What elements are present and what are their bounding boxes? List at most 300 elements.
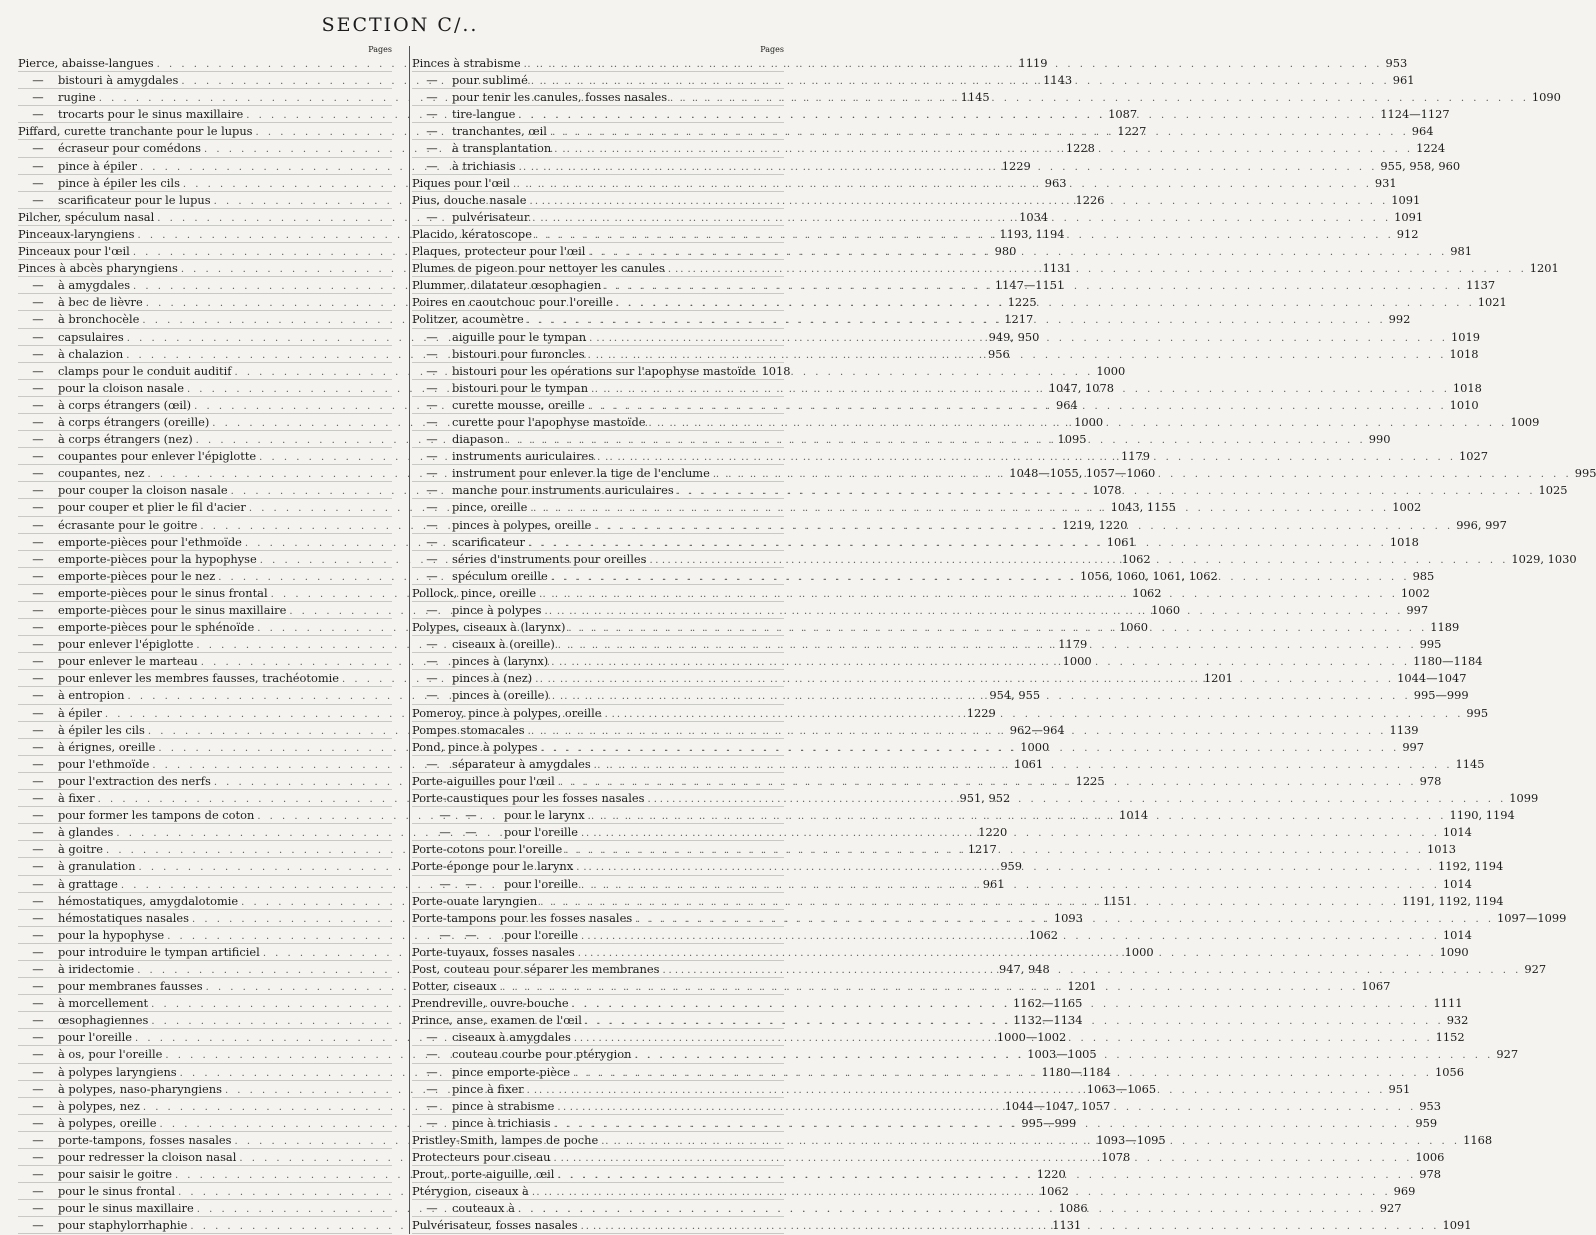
entry-pages: 1095 — [1057, 432, 1087, 447]
entry-term: pour l'oreille — [504, 927, 579, 942]
entry-term: curette pour l'apophyse mastoïde — [452, 414, 646, 429]
entry-term: à fixer — [58, 791, 95, 806]
entry-term: couteau courbe pour ptérygion — [452, 1047, 632, 1062]
entry-term: Pompes stomacales — [412, 722, 525, 737]
ditto-dash: — — [426, 671, 438, 686]
entry-pages: 949, 950 — [988, 329, 1040, 344]
entry-term: à épiler — [58, 705, 102, 720]
entry-pages: 1201 — [1529, 261, 1559, 276]
dot-leader — [573, 1066, 1432, 1082]
ditto-dash: — — [32, 910, 44, 925]
ditto-dash: — — [32, 996, 44, 1011]
dot-leader — [527, 1083, 1386, 1099]
entry-term: pour l'ethmoïde — [58, 756, 150, 771]
dot-leader — [650, 553, 1509, 569]
entry-pages: 978 — [1419, 1167, 1441, 1182]
entry-term: pour enlever l'épiglotte — [58, 637, 194, 652]
dot-leader — [677, 484, 1536, 500]
entry-term: pour saisir le goitre — [58, 1167, 172, 1182]
entry-term: scarificateur pour le lupus — [58, 192, 211, 207]
entry-pages: 951, 952 — [959, 791, 1011, 806]
entry-term: Pinceaux pour l'œil — [18, 244, 130, 259]
dot-leader — [647, 792, 1506, 808]
entry-pages: 954, 955 — [989, 688, 1041, 703]
entry-pages: 1099 — [1509, 791, 1539, 806]
dot-leader — [576, 860, 1435, 876]
dot-leader — [649, 416, 1508, 432]
entry-term: Placido, kératoscope — [412, 226, 532, 241]
ditto-dash: — — [426, 329, 438, 344]
ditto-dash: — — [32, 1030, 44, 1045]
entry-term: écrasante pour le goitre — [58, 517, 198, 532]
ditto-dash: — — [32, 705, 44, 720]
dot-leader — [616, 296, 1475, 312]
ditto-dash: — — [32, 585, 44, 600]
entry-pages: 997 — [1402, 739, 1425, 754]
entry-term: emporte-pièces pour l'ethmoïde — [58, 534, 242, 549]
entry-pages: 1078 — [1101, 1150, 1131, 1164]
ditto-dash: — — [426, 90, 438, 105]
dot-leader — [535, 228, 1394, 244]
ditto-dash: — — [32, 175, 44, 190]
ditto-dash: — — [426, 568, 438, 583]
dot-leader — [588, 245, 1447, 261]
ditto-dash: — — [32, 551, 44, 566]
entry-pages: 1219, 1220 — [1062, 517, 1128, 532]
entry-term: Porte-éponge pour le larynx — [412, 859, 574, 874]
entry-term: ciseaux à amygdales — [452, 1030, 571, 1045]
entry-pages: 1091 — [1391, 192, 1421, 207]
entry-term: Plumes de pigeon pour nettoyer les canules — [412, 261, 665, 276]
ditto-dash: — — [32, 449, 44, 464]
dot-leader — [581, 826, 1440, 842]
ditto-dash: — — [426, 73, 438, 88]
entry-pages: 964 — [1055, 397, 1078, 412]
entry-term: diapason — [452, 432, 504, 447]
entry-term: à transplantation — [452, 141, 552, 156]
ditto-dash: — — [32, 346, 44, 361]
entry-term: à chalazion — [58, 346, 124, 361]
entry-pages: 1047, 1078 — [1048, 380, 1114, 395]
ditto-dash: — — [32, 893, 44, 908]
pages-header: Pages — [760, 45, 784, 54]
dot-leader — [581, 1219, 1440, 1235]
entry-pages: 1087 — [1108, 107, 1138, 122]
entry-pages: 1131 — [1052, 1218, 1082, 1233]
ditto-dash: — — [426, 209, 438, 224]
dot-leader — [604, 279, 1463, 295]
entry-pages: 980 — [994, 244, 1017, 259]
entry-term: Potter, ciseaux — [412, 979, 497, 994]
entry-pages: 1225 — [1007, 295, 1037, 310]
entry-pages: 963 — [1044, 175, 1067, 190]
dot-leader — [528, 536, 1387, 552]
dot-leader — [568, 621, 1427, 637]
entry-pages: 1131 — [1042, 261, 1072, 276]
ditto-dash: — — [32, 927, 44, 942]
dot-leader — [518, 1202, 1377, 1218]
ditto-dash: — — [32, 688, 44, 703]
entry-pages: 1229 — [1001, 158, 1031, 173]
entry-pages: 1180—1184 — [1413, 654, 1483, 669]
dot-leader — [668, 262, 1527, 278]
dot-leader — [554, 142, 1413, 158]
entry-term: pinces à (nez) — [452, 671, 533, 686]
entry-term: Piffard, curette tranchante pour le lupus — [18, 124, 253, 139]
entry-pages: 953 — [1419, 1098, 1441, 1113]
entry-pages: 961 — [982, 876, 1005, 891]
ditto-dash: — — [32, 808, 44, 823]
dot-leader — [597, 450, 1456, 466]
ditto-dash: — — [32, 329, 44, 344]
entry-pages: 961 — [1392, 73, 1415, 88]
entry-pages: 1091 — [1442, 1218, 1472, 1233]
dot-leader — [554, 1117, 1413, 1133]
entry-pages: 1027 — [1459, 449, 1488, 464]
entry-pages: 1086 — [1058, 1201, 1088, 1216]
dot-leader — [588, 809, 1447, 825]
entry-pages: 1097—1099 — [1497, 910, 1567, 925]
entry-pages: 1217 — [967, 842, 997, 857]
dot-leader — [581, 878, 1440, 894]
dot-leader — [528, 724, 1387, 740]
ditto-dash: — — [32, 876, 44, 891]
entry-pages: 955, 958, 960 — [1380, 158, 1461, 173]
entry-term: instruments auriculaires — [452, 449, 595, 464]
dot-leader — [589, 331, 1448, 347]
entry-pages: 1190, 1194 — [1449, 808, 1515, 823]
entry-term: pour sublimé — [452, 73, 528, 88]
dot-leader — [540, 741, 1399, 757]
entry-term: pour tenir les canules, fosses nasales — [452, 90, 668, 105]
entry-pages: 1002 — [1392, 500, 1422, 515]
entry-pages: 1145 — [960, 90, 990, 105]
ditto-dash: — — [426, 756, 438, 771]
entry-term: Pius, douche nasale — [412, 192, 527, 207]
entry-term: capsulaires — [58, 329, 124, 344]
entry-pages: 1191, 1192, 1194 — [1402, 893, 1504, 908]
entry-pages: 1009 — [1510, 414, 1540, 429]
entry-term: pour former les tampons de coton — [58, 808, 255, 823]
entry-pages: 1003—1005 — [1027, 1047, 1097, 1062]
dot-leader — [535, 672, 1394, 688]
entry-term: trocarts pour le sinus maxillaire — [58, 107, 244, 122]
entry-term: pour l'oreille — [504, 876, 579, 891]
entry-term: séparateur à amygdales — [452, 756, 591, 771]
entry-term: à granulation — [58, 859, 136, 874]
ditto-dash: — — [426, 500, 438, 515]
entry-pages: 1137 — [1466, 278, 1496, 293]
entry-pages: 1093 — [1053, 910, 1083, 925]
entry-pages: 1224 — [1416, 141, 1446, 156]
entry-pages: 1119 — [1018, 56, 1048, 70]
entry-pages: 1145 — [1455, 756, 1485, 771]
entry-pages: 1014 — [1442, 825, 1472, 840]
entry-pages: 1063—1065 — [1086, 1081, 1157, 1096]
entry-pages: 995 — [1466, 705, 1489, 720]
entry-term: pour la cloison nasale — [58, 380, 184, 395]
entry-pages: 1056, 1060, 1061, 1062 — [1080, 568, 1218, 583]
ditto-dash: — — [32, 1201, 44, 1216]
ditto-dash: — — [32, 1081, 44, 1096]
entry-pages: 1000 — [1096, 363, 1126, 378]
entry-term: Piques pour l'œil — [412, 175, 511, 190]
entry-pages: 1018 — [1389, 534, 1419, 549]
entry-term: emporte-pièces pour le sinus frontal — [58, 585, 268, 600]
entry-pages: 978 — [1419, 773, 1442, 788]
entry-term: pour staphylorrhaphie — [58, 1218, 188, 1233]
ditto-dash: — — [426, 414, 438, 429]
entry-term: couteaux à — [452, 1201, 515, 1216]
entry-term: pour le sinus frontal — [58, 1184, 176, 1199]
ditto-dash: — — [426, 1081, 438, 1096]
dot-leader — [545, 604, 1404, 620]
ditto-dash: — — [32, 620, 44, 635]
entry-pages: 1162—1165 — [1012, 996, 1083, 1011]
ditto-dash: — — — [439, 927, 477, 942]
entry-pages: 1226 — [1075, 192, 1105, 207]
entry-term: emporte-pièces pour le sinus maxillaire — [58, 603, 287, 617]
entry-term: pour la hypophyse — [58, 927, 165, 942]
entry-term: œsophagiennes — [58, 1013, 149, 1028]
ditto-dash: — — [32, 397, 44, 412]
entry-pages: 990 — [1368, 432, 1391, 447]
entry-pages: 1143 — [1043, 73, 1073, 88]
entry-pages: 995—999 — [1413, 688, 1469, 703]
entry-term: hémostatiques nasales — [58, 910, 189, 925]
ditto-dash: — — — [439, 876, 477, 891]
ditto-dash: — — [32, 1150, 44, 1164]
entry-term: à bec de lièvre — [58, 295, 143, 310]
dot-leader — [594, 519, 1453, 535]
entry-term: pince emporte-pièce — [452, 1064, 571, 1079]
entry-term: pince, oreille — [452, 500, 528, 515]
entry-term: emporte-pièces pour la hypophyse — [58, 551, 257, 566]
dot-leader — [551, 570, 1410, 586]
entry-term: Polypes, ciseaux à (larynx) — [412, 620, 566, 635]
dot-leader — [532, 211, 1391, 227]
entry-pages: 1132—1134 — [1013, 1013, 1083, 1028]
entry-pages: 1179 — [1058, 637, 1088, 652]
entry-term: à goitre — [58, 842, 103, 857]
entry-pages: 956 — [988, 346, 1010, 361]
entry-pages: 1201 — [1067, 979, 1097, 994]
entry-pages: 1220 — [1036, 1167, 1066, 1182]
entry-term: à corps étrangers (œil) — [58, 397, 192, 412]
ditto-dash: — — [426, 466, 438, 481]
entry-term: Poires en caoutchouc pour l'oreille — [412, 295, 613, 310]
ditto-dash: — — [32, 432, 44, 447]
entry-pages: 1014 — [1442, 927, 1472, 942]
entry-pages: 1189 — [1430, 620, 1460, 635]
dot-leader — [550, 125, 1409, 141]
entry-term: à amygdales — [58, 278, 131, 293]
page-title: SECTION C/.. — [321, 14, 479, 36]
entry-term: pour enlever les membres fausses, trachéotomie — [58, 671, 340, 686]
dot-leader — [532, 1185, 1391, 1201]
entry-pages: 953 — [1385, 56, 1408, 70]
dot-leader — [594, 758, 1453, 774]
dot-leader — [591, 382, 1450, 398]
ditto-dash: — — — [439, 825, 477, 840]
entry-term: Porte-aiguilles pour l'œil — [412, 773, 555, 788]
ditto-dash: — — [32, 363, 44, 378]
entry-pages: 932 — [1446, 1013, 1469, 1028]
ditto-dash: — — [32, 1013, 44, 1028]
entry-term: emporte-pièces pour le sphénoïde — [58, 620, 255, 635]
entry-pages: 1013 — [1427, 842, 1457, 857]
entry-term: pince à strabisme — [452, 1098, 555, 1113]
entry-pages: 927 — [1524, 961, 1547, 976]
ditto-dash: — — [32, 722, 44, 737]
ditto-dash: — — [32, 739, 44, 754]
ditto-dash: — — [32, 961, 44, 976]
dot-leader — [540, 895, 1399, 911]
entry-pages: 1010 — [1449, 397, 1479, 412]
entry-term: tranchantes, œil — [452, 124, 547, 139]
ditto-dash: — — [32, 1098, 44, 1113]
entry-pages: 996, 997 — [1456, 517, 1507, 532]
entry-pages: 1000 — [1062, 654, 1092, 669]
ditto-dash: — — [426, 534, 438, 549]
ditto-dash: — — [32, 568, 44, 583]
dot-leader — [558, 638, 1417, 654]
entry-term: à morcellement — [58, 996, 149, 1011]
entry-term: clamps pour le conduit auditif — [58, 363, 232, 378]
ditto-dash: — — [32, 1115, 44, 1130]
ditto-dash: — — [32, 1064, 44, 1079]
entry-term: à polypes, nez — [58, 1098, 140, 1113]
entry-term: Pollock, pince, oreille — [412, 585, 537, 600]
ditto-dash: — — [32, 73, 44, 88]
entry-term: pour l'extraction des nerfs — [58, 773, 211, 788]
entry-pages: 1044—1047, 1057 — [1004, 1098, 1111, 1113]
entry-term: pour enlever le marteau — [58, 654, 198, 669]
entry-pages: 1067 — [1361, 979, 1391, 994]
dot-leader — [554, 1151, 1413, 1167]
entry-term: à bronchocèle — [58, 312, 140, 327]
ditto-dash: — — [32, 1132, 44, 1147]
entry-pages: 1021 — [1477, 295, 1507, 310]
entry-term: porte-tampons, fosses nasales — [58, 1132, 232, 1147]
entry-pages: 985 — [1412, 568, 1435, 583]
entry-pages: 959 — [1000, 859, 1023, 874]
entry-term: pinces à polypes, oreille — [452, 517, 592, 532]
entry-term: bistouri à amygdales — [58, 73, 179, 88]
ditto-dash: — — [426, 654, 438, 669]
entry-pages: 1229 — [966, 705, 996, 720]
entry-term: instrument pour enlever la tige de l'enclume — [452, 466, 710, 481]
ditto-dash: — — [426, 688, 438, 703]
entry-pages: 1043, 1155 — [1110, 500, 1176, 515]
entry-term: Pristley-Smith, lampes de poche — [412, 1132, 599, 1147]
entry-pages: 1201 — [1203, 671, 1233, 686]
entry-term: rugine — [58, 90, 96, 105]
dot-leader — [574, 1031, 1433, 1047]
entry-term: ciseaux à (oreille) — [452, 637, 555, 652]
entry-term: pinces à (larynx) — [452, 654, 549, 669]
entry-pages: 1061 — [1106, 534, 1136, 549]
entry-term: à polypes, naso-pharyngiens — [58, 1081, 222, 1096]
ditto-dash: — — [32, 637, 44, 652]
ditto-dash: — — [32, 603, 44, 617]
entry-pages: 1062 — [1039, 1184, 1069, 1199]
entry-term: curette mousse, oreille — [452, 397, 585, 412]
ditto-dash: — — — [439, 808, 477, 823]
entry-pages: 931 — [1374, 175, 1397, 190]
entry-pages: 1078 — [1092, 483, 1122, 498]
entry-pages: 1192, 1194 — [1438, 859, 1504, 874]
ditto-dash: — — [32, 773, 44, 788]
entry-term: à corps étrangers (oreille) — [58, 414, 210, 429]
entry-pages: 1018 — [761, 363, 791, 378]
entry-pages: 1168 — [1463, 1132, 1493, 1147]
entry-term: Pierce, abaisse-langues — [18, 56, 154, 70]
entry-pages: 1180—1184 — [1041, 1064, 1111, 1079]
entry-term: à entropion — [58, 688, 125, 703]
entry-term: pour couper la cloison nasale — [58, 483, 228, 498]
entry-pages: 951 — [1388, 1081, 1411, 1096]
ditto-dash: — — [32, 414, 44, 429]
ditto-dash: — — [426, 158, 438, 173]
dot-leader — [518, 108, 1377, 124]
entry-term: à polypes, oreille — [58, 1115, 157, 1130]
dot-leader — [557, 1168, 1416, 1184]
entry-pages: 1061 — [1014, 756, 1044, 771]
ditto-dash: — — [426, 141, 438, 156]
dot-leader — [530, 501, 1389, 517]
entry-term: à polypes laryngiens — [58, 1064, 177, 1079]
dot-leader — [713, 467, 1572, 483]
dot-leader — [588, 348, 1447, 364]
dot-leader — [500, 980, 1359, 996]
ditto-dash: — — [32, 500, 44, 515]
entry-term: pour redresser la cloison nasal — [58, 1150, 237, 1164]
entry-term: séries d'instruments pour oreilles — [452, 551, 647, 566]
ditto-dash: — — [32, 979, 44, 994]
entry-pages: 1217 — [1004, 312, 1034, 327]
entry-term: Pinces à strabisme — [412, 56, 521, 70]
dot-leader — [524, 57, 1383, 73]
entry-term: Porte-cotons pour l'oreille — [412, 842, 563, 857]
ditto-dash: — — [426, 449, 438, 464]
entry-pages: 1002 — [1400, 585, 1430, 600]
entry-term: bistouri pour les opérations sur l'apophyse mastoïde — [452, 363, 756, 378]
dot-leader — [551, 655, 1410, 671]
ditto-dash: — — [32, 141, 44, 156]
ditto-dash: — — [426, 124, 438, 139]
ditto-dash: — — [32, 1184, 44, 1199]
entry-pages: 959 — [1415, 1115, 1438, 1130]
dot-leader — [552, 689, 1411, 705]
entry-pages: 1014 — [1442, 876, 1472, 891]
entry-term: pince à fixer — [452, 1081, 524, 1096]
ditto-dash: — — [426, 551, 438, 566]
ditto-dash: — — [32, 756, 44, 771]
entry-term: Pinces à abcès pharyngiens — [18, 261, 178, 276]
entry-pages: 1000 — [1124, 944, 1154, 959]
ditto-dash: — — [32, 278, 44, 293]
ditto-dash: — — [426, 363, 438, 378]
entry-term: écraseur pour comédons — [58, 141, 202, 156]
dot-leader — [557, 1100, 1416, 1116]
entry-pages: 1124—1127 — [1380, 107, 1450, 122]
dot-leader — [513, 177, 1372, 193]
ditto-dash: — — [32, 466, 44, 481]
entry-term: pour le sinus maxillaire — [58, 1201, 194, 1216]
entry-term: coupantes, nez — [58, 466, 145, 481]
entry-pages: 1006 — [1415, 1150, 1445, 1164]
